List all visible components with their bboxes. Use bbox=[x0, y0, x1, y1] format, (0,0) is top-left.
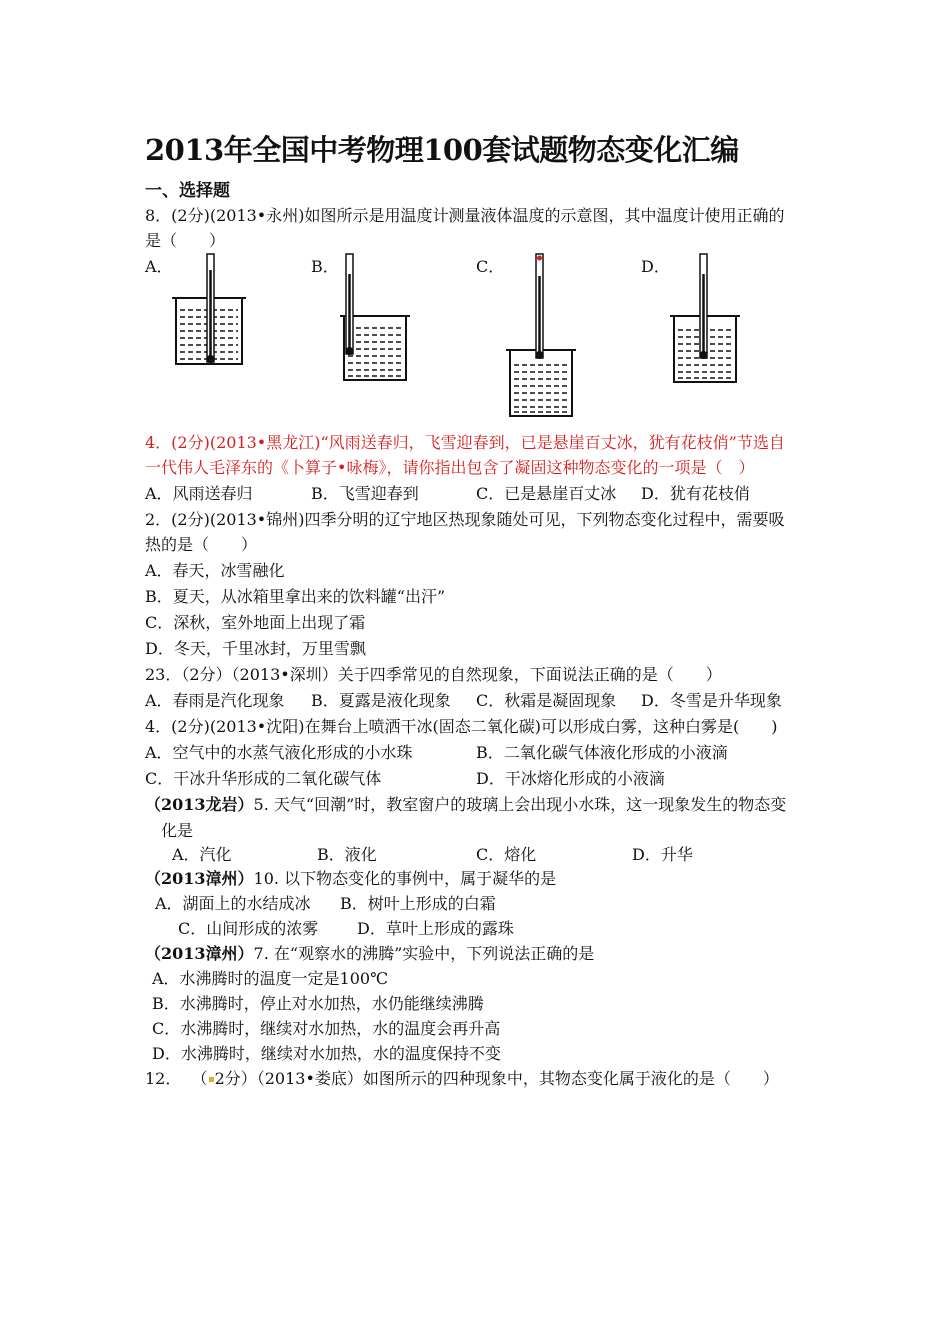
thermometer-beaker-b-figure bbox=[340, 250, 420, 390]
q7-source: （2013漳州） bbox=[145, 944, 254, 963]
q4b-option-b: B．二氧化碳气体液化形成的小液滴 bbox=[476, 743, 728, 762]
q5-stem-line1 bbox=[145, 792, 786, 815]
q7-option-c: C．水沸腾时，继续对水加热，水的温度会再升高 bbox=[152, 1019, 501, 1038]
highlight-marker-icon bbox=[209, 1077, 214, 1082]
q8-stem-line2: 是（ ） bbox=[145, 231, 226, 250]
q2-stem-line2: 热的是（ ） bbox=[145, 535, 258, 554]
q8-option-a-label: A． bbox=[145, 257, 173, 276]
q7-option-d: D．水沸腾时，继续对水加热，水的温度保持不变 bbox=[152, 1044, 501, 1063]
q2-option-a: A．春天，冰雪融化 bbox=[145, 561, 285, 580]
q7-option-a: A．水沸腾时的温度一定是100℃ bbox=[152, 969, 388, 988]
q2-option-c: C．深秋，室外地面上出现了霜 bbox=[145, 613, 366, 632]
q8-stem-line1: 8．(2分)(2013•永州)如图所示是用温度计测量液体温度的示意图，其中温度计使用正确的 bbox=[145, 206, 785, 225]
thermometer-beaker-d-figure bbox=[670, 250, 750, 390]
q10-source: （2013漳州） bbox=[145, 869, 254, 888]
q23-option-b: B．夏露是液化现象 bbox=[311, 691, 451, 710]
q12-stem-text: 2分）（2013•娄底）如图所示的四种现象中，其物态变化属于液化的是（ ） bbox=[214, 1069, 779, 1088]
q5-option-b: B．液化 bbox=[317, 845, 377, 864]
q10-option-a: A．湖面上的水结成冰 bbox=[155, 894, 311, 913]
q23-option-d: D．冬雪是升华现象 bbox=[641, 691, 782, 710]
q10-stem bbox=[145, 866, 556, 889]
q12-number: 12． bbox=[145, 1069, 182, 1088]
q5-stem-text: 5. 天气“回潮”时，教室窗户的玻璃上会出现小水珠，这一现象发生的物态变 bbox=[253, 795, 787, 814]
q5-stem-line2: 化是 bbox=[161, 821, 194, 840]
q2-option-b: B．夏天，从冰箱里拿出来的饮料罐“出汗” bbox=[145, 587, 446, 606]
q12-open-paren: （ bbox=[191, 1069, 208, 1088]
q2-stem-line1: 2．(2分)(2013•锦州)四季分明的辽宁地区热现象随处可见，下列物态变化过程中，需要吸 bbox=[145, 510, 785, 529]
q4a-stem-line1: 4．(2分)(2013•黑龙江)“风雨送春归，飞雪迎春到，已是悬崖百丈冰，犹有花枝俏”节选自 bbox=[145, 433, 785, 452]
q23-stem: 23．（2分）（2013•深圳）关于四季常见的自然现象，下面说法正确的是（ ） bbox=[145, 665, 722, 684]
q5-option-c: C．熔化 bbox=[476, 845, 537, 864]
thermometer-beaker-a-figure bbox=[172, 250, 252, 370]
q4a-option-d: D．犹有花枝俏 bbox=[641, 484, 750, 503]
q12-stem bbox=[145, 1066, 779, 1089]
q5-option-d: D．升华 bbox=[632, 845, 693, 864]
q4a-option-a: A．风雨送春归 bbox=[145, 484, 253, 503]
q5-option-a: A．汽化 bbox=[172, 845, 232, 864]
q4b-stem: 4．(2分)(2013•沈阳)在舞台上喷洒干冰(固态二氧化碳)可以形成白雾，这种白雾是( ) bbox=[145, 717, 778, 736]
q2-option-d: D．冬天，千里冰封，万里雪飘 bbox=[145, 639, 366, 658]
q23-option-c: C．秋霜是凝固现象 bbox=[476, 691, 617, 710]
q10-option-d: D．草叶上形成的露珠 bbox=[357, 919, 514, 938]
q10-option-b: B．树叶上形成的白霜 bbox=[340, 894, 496, 913]
q7-stem bbox=[145, 941, 594, 964]
q4b-option-a: A．空气中的水蒸气液化形成的小水珠 bbox=[145, 743, 413, 762]
q23-option-a: A．春雨是汽化现象 bbox=[145, 691, 285, 710]
page-title: 2013年全国中考物理100套试题物态变化汇编 bbox=[145, 133, 739, 167]
q7-option-b: B．水沸腾时，停止对水加热，水仍能继续沸腾 bbox=[152, 994, 484, 1013]
q4b-option-c: C．干冰升华形成的二氧化碳气体 bbox=[145, 769, 382, 788]
q10-stem-text: 10. 以下物态变化的事例中，属于凝华的是 bbox=[253, 869, 557, 888]
q8-option-d-label: D． bbox=[641, 257, 670, 276]
q8-option-b-label: B． bbox=[311, 257, 339, 276]
q4a-option-c: C．已是悬崖百丈冰 bbox=[476, 484, 617, 503]
q4a-option-b: B．飞雪迎春到 bbox=[311, 484, 419, 503]
q8-option-c-label: C． bbox=[476, 257, 505, 276]
q4b-option-d: D．干冰熔化形成的小液滴 bbox=[476, 769, 665, 788]
q4a-stem-line2: 一代伟人毛泽东的《卜算子•咏梅》，请你指出包含了凝固这种物态变化的一项是（ ） bbox=[145, 458, 755, 477]
section-heading: 一、选择题 bbox=[145, 181, 230, 201]
q10-option-c: C．山间形成的浓雾 bbox=[178, 919, 319, 938]
q5-source: （2013龙岩） bbox=[145, 795, 254, 814]
thermometer-beaker-c-figure bbox=[506, 250, 586, 425]
q7-stem-text: 7. 在“观察水的沸腾”实验中，下列说法正确的是 bbox=[253, 944, 595, 963]
